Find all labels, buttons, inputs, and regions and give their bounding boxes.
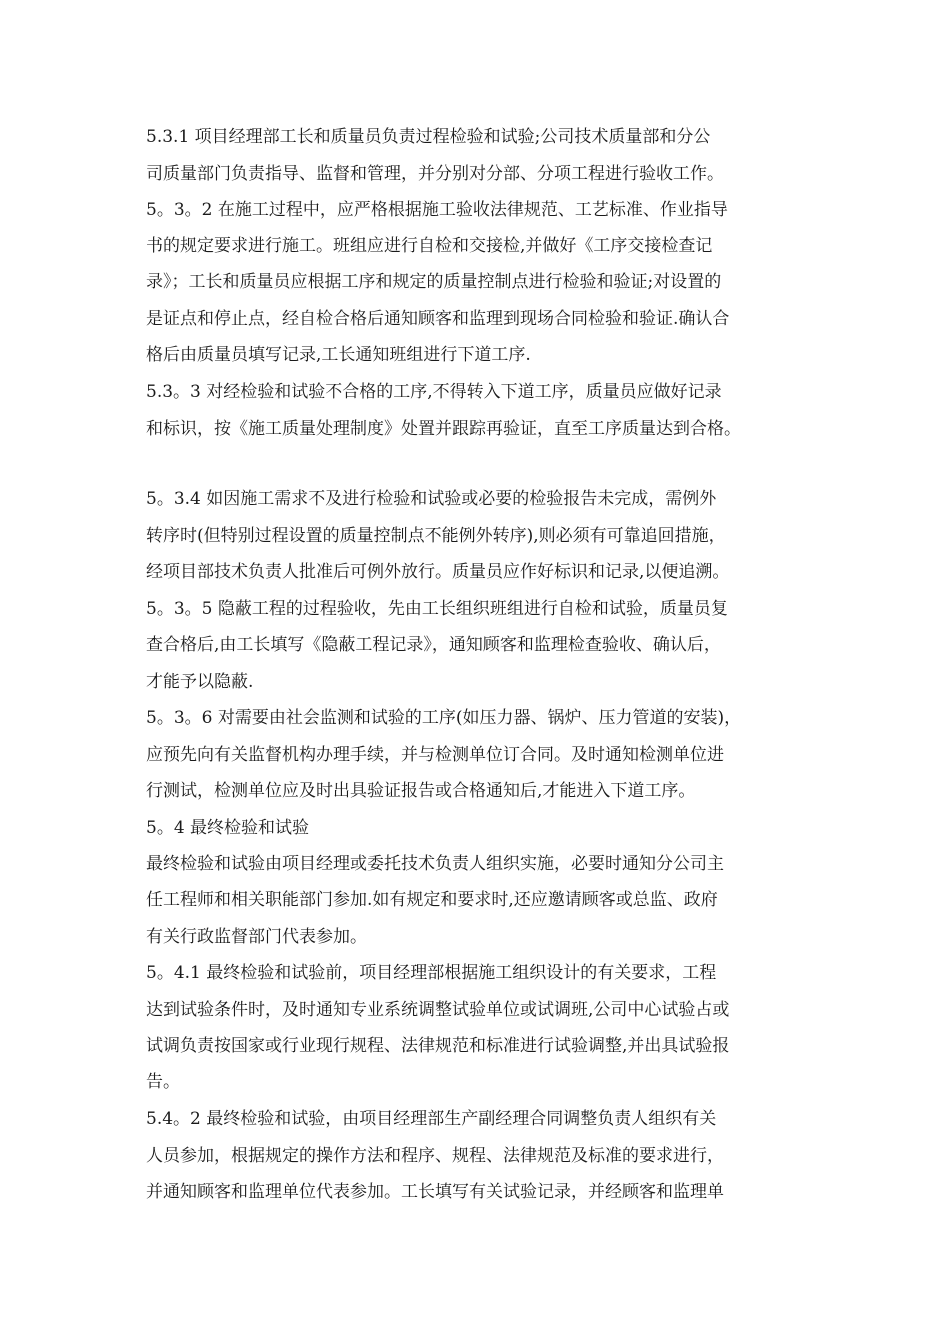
text-line: 5.4。2 最终检验和试验，由项目经理部生产副经理合同调整负责人组织有关 (146, 1109, 717, 1129)
text-line: 是证点和停止点，经自检合格后通知顾客和监理到现场合同检验和验证.确认合 (146, 309, 730, 329)
text-line: 行测试，检测单位应及时出具验证报告或合格通知后,才能进入下道工序。 (146, 781, 696, 801)
text-line: 5.3.1 项目经理部工长和质量员负责过程检验和试验;公司技术质量部和分公 (146, 127, 711, 147)
text-line: 应预先向有关监督机构办理手续，并与检测单位订合同。及时通知检测单位进 (146, 745, 724, 765)
text-line: 格后由质量员填写记录,工长通知班组进行下道工序. (146, 345, 531, 365)
text-line: 经项目部技术负责人批准后可例外放行。质量员应作好标识和记录,以便追溯。 (146, 562, 730, 582)
text-line: 转序时(但特别过程设置的质量控制点不能例外转序),则必须有可靠追回措施， (146, 526, 726, 546)
text-line: 并通知顾客和监理单位代表参加。工长填写有关试验记录，并经顾客和监理单 (146, 1182, 724, 1202)
text-line: 试调负责按国家或行业现行规程、法律规范和标准进行试验调整,并出具试验报 (146, 1036, 730, 1056)
text-line: 5.3。3 对经检验和试验不合格的工序,不得转入下道工序，质量员应做好记录 (146, 382, 722, 402)
text-line: 任工程师和相关职能部门参加.如有规定和要求时,还应邀请顾客或总监、政府 (146, 890, 718, 910)
text-line: 人员参加，根据规定的操作方法和程序、规程、法律规范及标准的要求进行， (146, 1146, 724, 1166)
text-line: 书的规定要求进行施工。班组应进行自检和交接检,并做好《工序交接检查记 (146, 236, 713, 256)
text-line: 有关行政监督部门代表参加。 (146, 927, 367, 947)
text-line: 5。4.1 最终检验和试验前，项目经理部根据施工组织设计的有关要求，工程 (146, 963, 717, 983)
text-line: 5。3.4 如因施工需求不及进行检验和试验或必要的检验报告未完成，需例外 (146, 489, 717, 509)
text-line: 才能予以隐蔽. (146, 672, 254, 692)
text-line: 查合格后,由工长填写《隐蔽工程记录》，通知顾客和监理检查验收、确认后， (146, 635, 721, 655)
text-line: 最终检验和试验由项目经理或委托技术负责人组织实施，必要时通知分公司主 (146, 854, 724, 874)
text-line: 告。 (146, 1072, 180, 1092)
section-heading: 5。4 最终检验和试验 (146, 818, 310, 838)
text-line: 录》；工长和质量员应根据工序和规定的质量控制点进行检验和验证;对设置的 (146, 272, 722, 292)
text-line: 司质量部门负责指导、监督和管理，并分别对分部、分项工程进行验收工作。 (146, 164, 724, 184)
text-line: 和标识，按《施工质量处理制度》处置并跟踪再验证，直至工序质量达到合格。 (146, 419, 741, 439)
text-line: 5。3。5 隐蔽工程的过程验收，先由工长组织班组进行自检和试验，质量员复 (146, 599, 728, 619)
text-line: 5。3。2 在施工过程中，应严格根据施工验收法律规范、工艺标准、作业指导 (146, 200, 728, 220)
text-line: 达到试验条件时，及时通知专业系统调整试验单位或试调班,公司中心试验占或 (146, 1000, 730, 1020)
text-line: 5。3。6 对需要由社会监测和试验的工序(如压力器、锅炉、压力管道的安装)， (146, 708, 742, 728)
